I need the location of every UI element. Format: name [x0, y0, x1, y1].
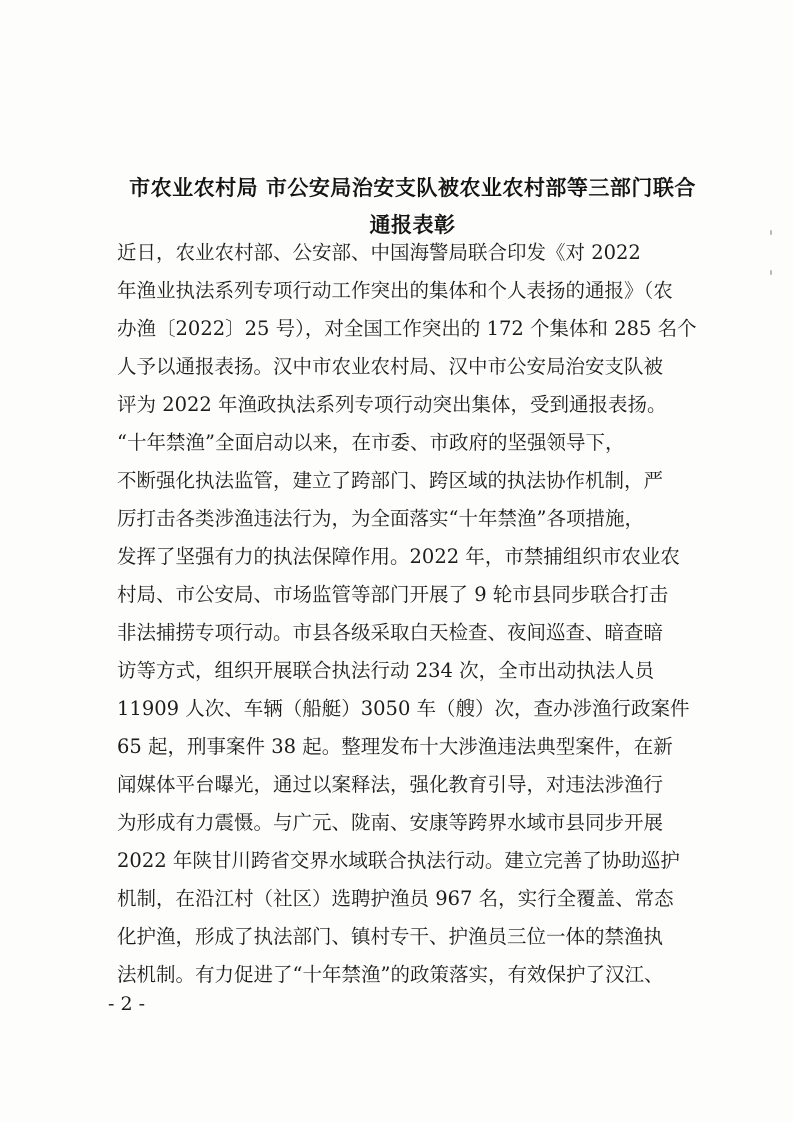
body-line: 近日，农业农村部、公安部、中国海警局联合印发《对 2022: [117, 241, 641, 264]
body-line: 村局、市公安局、市场监管等部门开展了 9 轮市县同步联合打击: [117, 583, 669, 606]
body-line: 机制，在沿江村（社区）选聘护渔员 967 名，实行全覆盖、常态: [117, 887, 674, 910]
body-line: 闻媒体平台曝光，通过以案释法，强化教育引导，对违法涉渔行: [117, 773, 664, 796]
scan-mark: [770, 230, 772, 235]
body-line: 年渔业执法系列专项行动工作突出的集体和个人表扬的通报》（农: [117, 279, 673, 302]
document-title-line-2: 通报表彰: [369, 213, 456, 237]
scan-mark: [770, 270, 772, 275]
body-line: 为形成有力震慑。与广元、陇南、安康等跨界水域市县同步开展: [117, 811, 664, 834]
body-line: 法机制。有力促进了“十年禁渔”的政策落实，有效保护了汉江、: [117, 963, 664, 986]
body-line: 化护渔，形成了执法部门、镇村专干、护渔员三位一体的禁渔执: [117, 925, 664, 948]
body-line: “十年禁渔”全面启动以来，在市委、市政府的坚强领导下，: [117, 431, 625, 454]
body-line: 非法捕捞专项行动。市县各级采取白天检查、夜间巡查、暗查暗: [117, 621, 664, 644]
body-line: 65 起，刑事案件 38 起。整理发布十大涉渔违法典型案件，在新: [117, 735, 673, 758]
body-line: 11909 人次、车辆（船艇）3050 车（艘）次，查办涉渔行政案件: [117, 697, 690, 720]
body-line: 发挥了坚强有力的执法保障作用。2022 年，市禁捕组织市农业农: [117, 545, 680, 568]
body-line: 人予以通报表扬。汉中市农业农村局、汉中市公安局治安支队被: [117, 355, 664, 378]
body-line: 办渔〔2022〕25 号），对全国工作突出的 172 个集体和 285 名个: [117, 317, 697, 340]
body-line: 厉打击各类涉渔违法行为，为全面落实“十年禁渔”各项措施，: [117, 507, 644, 530]
body-line: 访等方式，组织开展联合执法行动 234 次，全市出动执法人员: [117, 659, 655, 682]
page-number: - 2 -: [108, 993, 146, 1015]
body-line: 评为 2022 年渔政执法系列专项行动突出集体，受到通报表扬。: [117, 393, 667, 416]
body-line: 2022 年陕甘川跨省交界水域联合执法行动。建立完善了协助巡护: [117, 849, 680, 872]
document-title-line-1: 市农业农村局 市公安局治安支队被农业农村部等三部门联合: [129, 176, 696, 200]
body-line: 不断强化执法监管，建立了跨部门、跨区域的执法协作机制，严: [117, 469, 664, 492]
